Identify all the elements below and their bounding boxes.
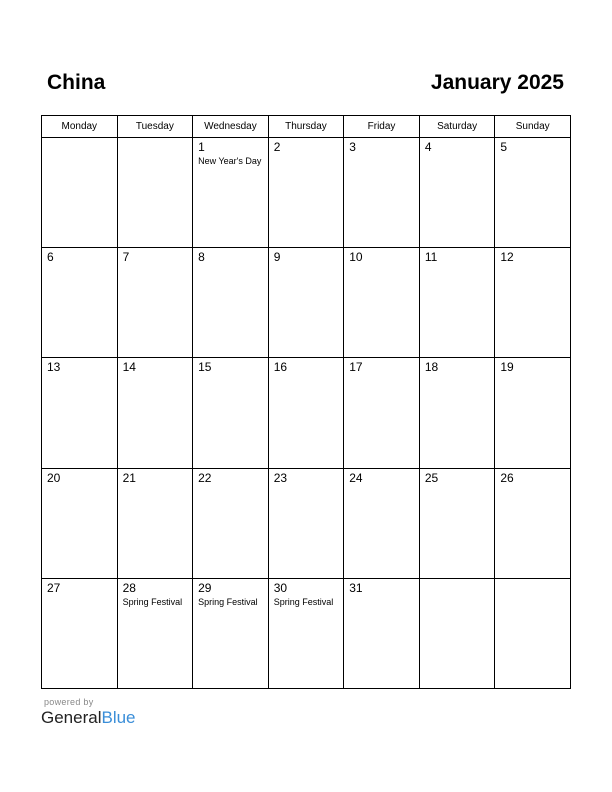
day-cell [268,138,344,248]
day-cell [268,578,344,688]
day-number [42,138,117,141]
day-number: 17 [349,360,363,375]
day-cell [193,578,269,688]
day-number: 12 [500,250,514,265]
day-cell [495,578,571,688]
day-cell [193,248,269,358]
day-number: 19 [500,360,514,375]
day-number: 9 [273,250,281,265]
day-cell [344,358,420,468]
day-number: 11 [424,250,438,265]
powered-by-label: powered by [44,697,94,707]
day-cell [117,248,193,358]
day-cell [419,138,495,248]
day-number: 13 [47,360,61,375]
country-title: China [47,71,106,94]
week-row [42,468,571,578]
week-row [42,578,571,688]
day-cell [42,248,118,358]
day-cell [268,248,344,358]
weekday-header: Monday [42,116,118,138]
calendar-grid [41,115,571,689]
day-number: 29 [198,580,212,595]
day-cell [193,138,269,248]
weekday-header-row [42,116,571,138]
day-number: 1 [198,140,205,154]
week-row [42,248,571,358]
weekday-header: Saturday [419,116,495,138]
weekday-header: Wednesday [193,116,269,138]
day-number: 28 [122,580,136,595]
day-number: 6 [47,250,54,265]
day-cell [495,358,571,468]
month-title: January 2025 [430,71,564,94]
day-cell [495,468,571,578]
weekday-header: Tuesday [117,116,193,138]
day-cell [42,358,118,468]
day-number: 8 [198,250,205,265]
weekday-header: Thursday [268,116,344,138]
day-number: 26 [500,470,514,485]
day-cell [495,248,571,358]
day-cell [344,578,420,688]
day-number: 14 [122,360,136,375]
day-number: 15 [198,360,212,375]
day-cell [117,358,193,468]
day-number: 5 [500,140,508,154]
day-cell [268,358,344,468]
day-cell [419,358,495,468]
day-cell [344,248,420,358]
day-number: 3 [349,140,356,154]
day-number: 22 [198,470,212,485]
holiday-label: Spring Festival [273,596,334,607]
brand-general: General [41,708,102,727]
day-cell [419,578,495,688]
day-cell [193,468,269,578]
day-number: 30 [273,580,288,595]
day-cell [42,578,118,688]
day-cell [495,138,571,248]
day-number: 20 [47,470,61,485]
day-cell [42,138,118,248]
day-number: 10 [349,250,363,265]
week-row [42,138,571,248]
holiday-label: Spring Festival [198,596,258,607]
day-number [420,579,495,582]
day-number: 27 [47,580,61,595]
day-number [118,138,193,141]
day-cell [419,248,495,358]
week-row [42,358,571,468]
brand-blue: Blue [101,708,136,727]
day-number: 18 [424,360,439,375]
day-cell [419,468,495,578]
day-number: 24 [349,470,363,485]
weekday-header: Friday [344,116,420,138]
day-number: 31 [349,580,363,595]
day-number: 25 [424,470,439,485]
day-number: 4 [424,140,432,154]
holiday-label: New Year's Day [198,156,262,166]
day-number: 21 [122,470,136,485]
day-number: 7 [122,250,130,265]
day-number: 23 [273,470,288,485]
day-number: 2 [273,140,281,154]
day-number [495,579,570,582]
day-cell [344,468,420,578]
holiday-label: Spring Festival [122,596,183,607]
day-cell [193,358,269,468]
day-cell [117,468,193,578]
day-cell [117,578,193,688]
generalblue-logo[interactable] [41,708,136,728]
day-cell [344,138,420,248]
day-cell [42,468,118,578]
day-number: 16 [273,360,288,375]
day-cell [268,468,344,578]
day-cell [117,138,193,248]
weekday-header: Sunday [495,116,571,138]
